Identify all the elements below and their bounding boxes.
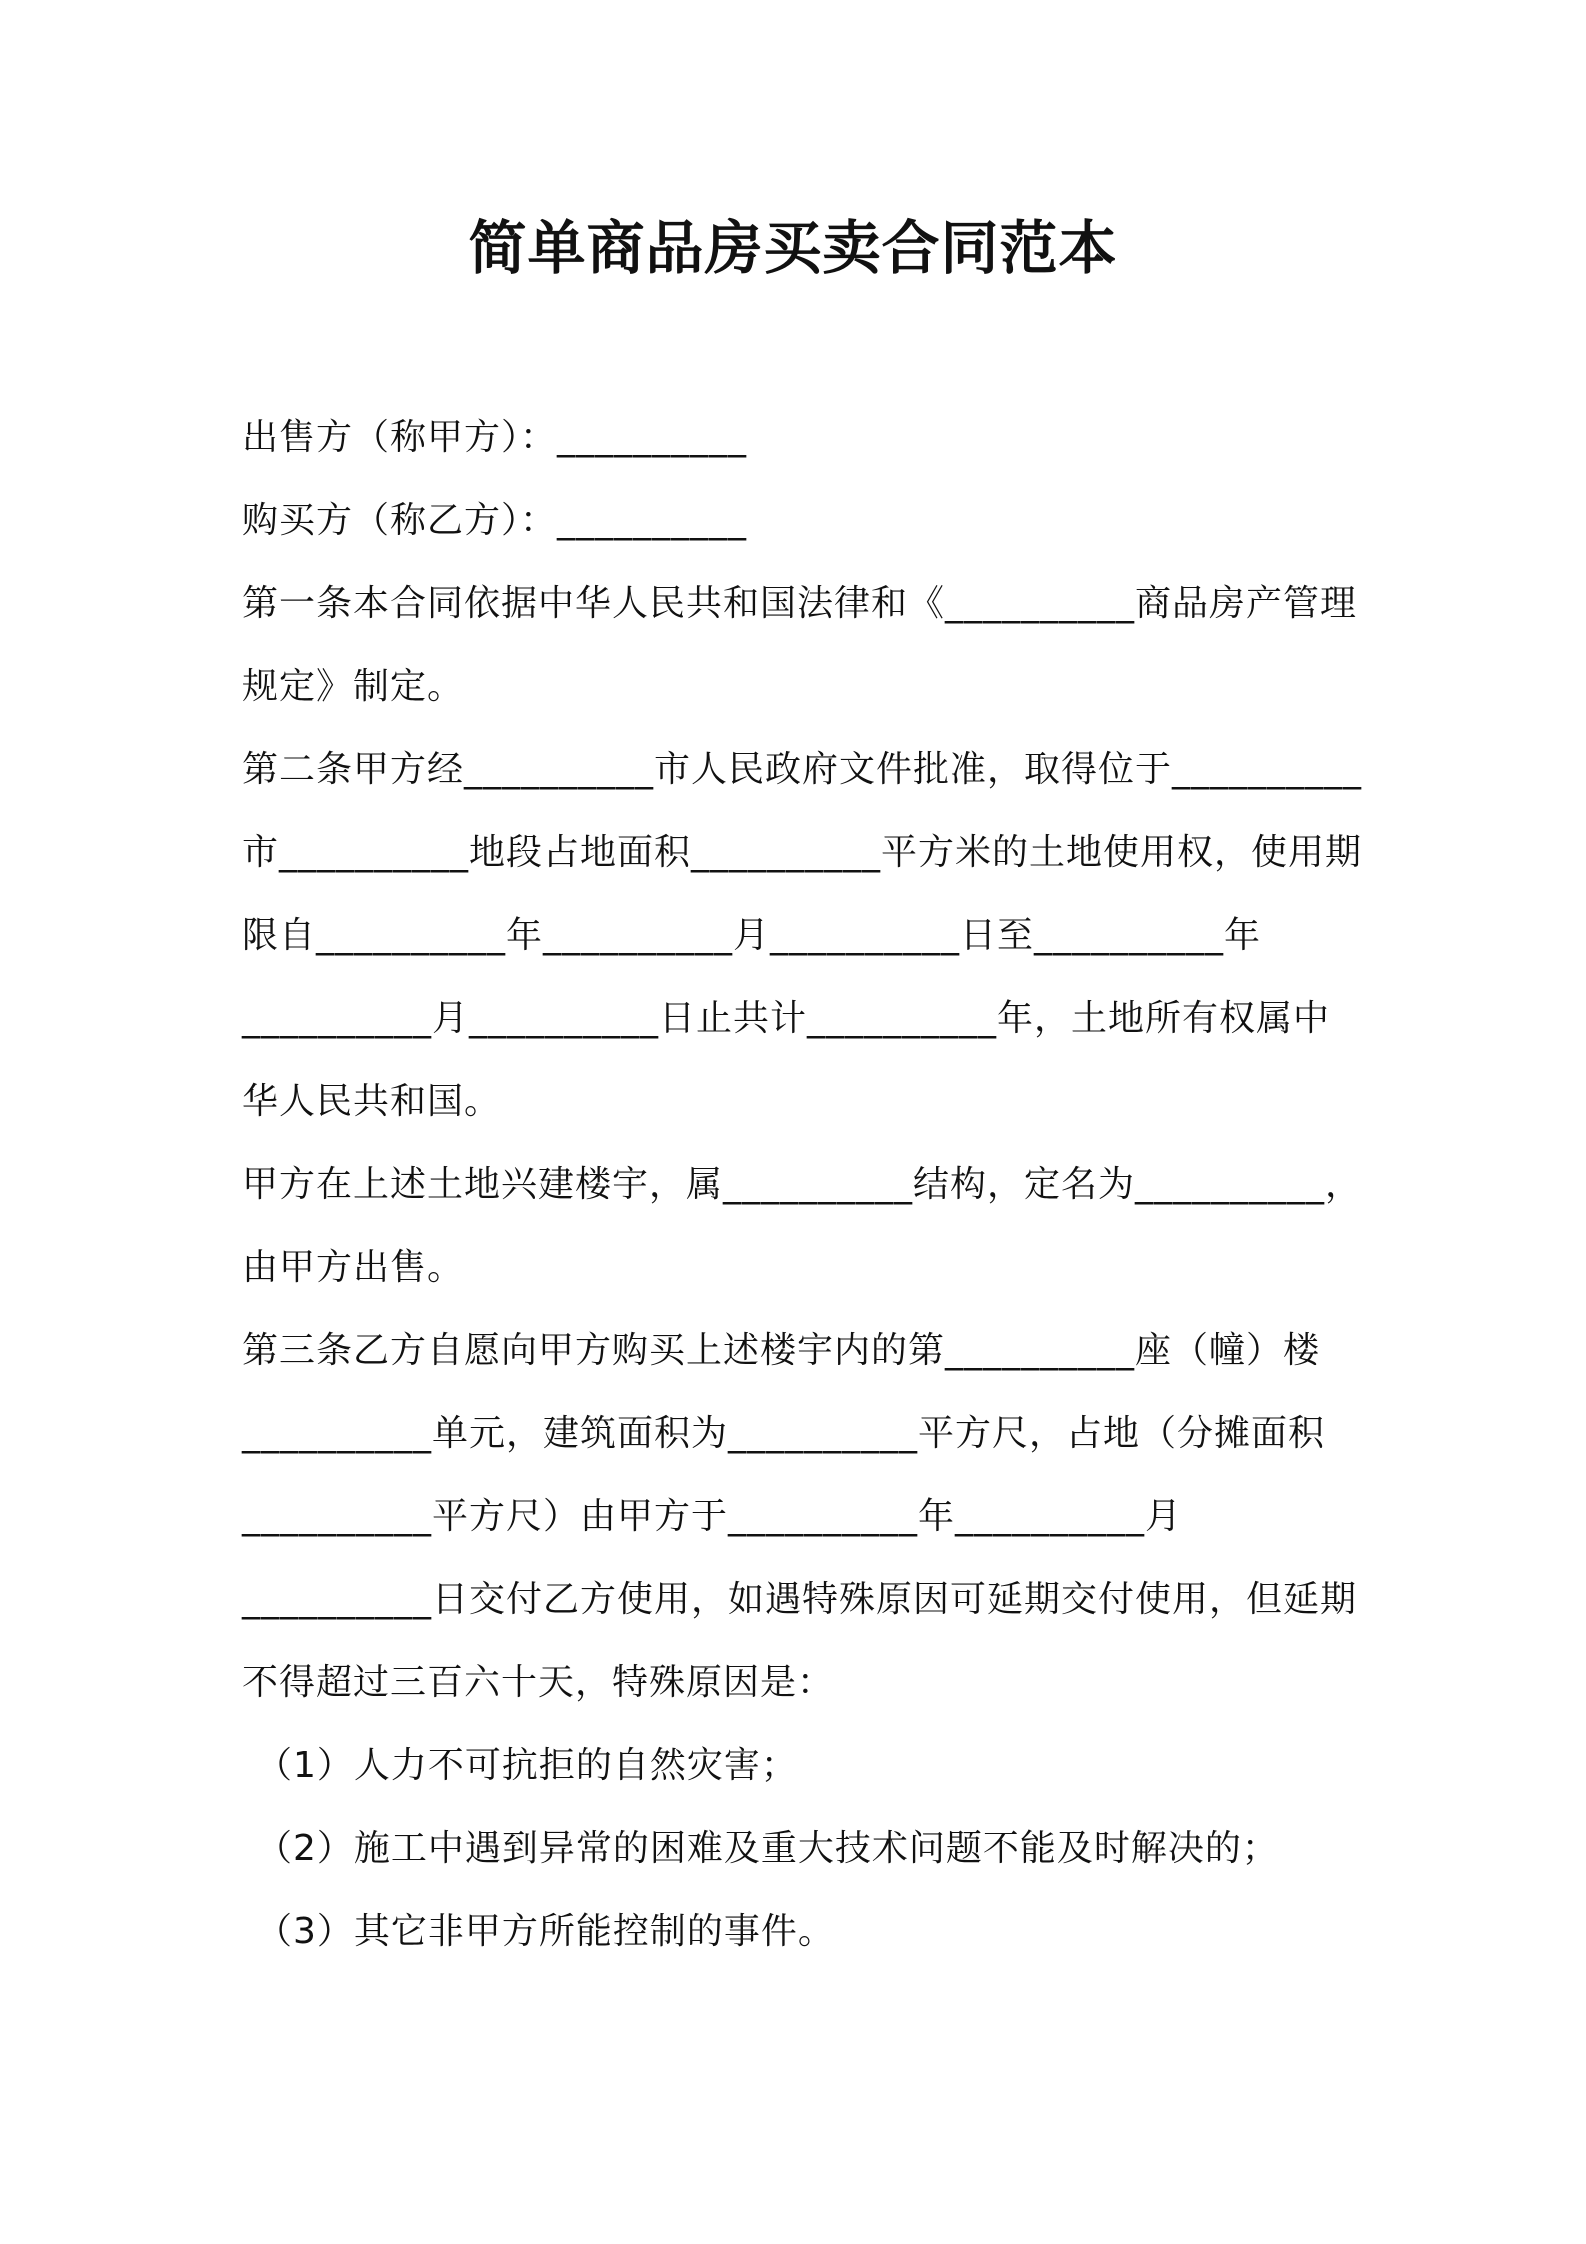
- article-2-line-5: 华人民共和国。: [242, 1081, 502, 1122]
- article-2-line-3: 限自__________年__________月__________日至__________年: [242, 915, 1262, 956]
- special-reason-2: （2）施工中遇到异常的困难及重大技术问题不能及时解决的；: [256, 1828, 1279, 1869]
- document-title: 简单商品房买卖合同范本: [468, 214, 1118, 282]
- seller-line: 出售方（称甲方）：__________: [242, 417, 748, 458]
- article-3-line-5: 不得超过三百六十天，特殊原因是：: [242, 1662, 835, 1703]
- building-line-1: 甲方在上述土地兴建楼宇，属__________结构，定名为__________，: [242, 1164, 1363, 1205]
- article-2-line-4: __________月__________日止共计__________年，土地所有权属中: [242, 998, 1331, 1039]
- special-reason-1: （1）人力不可抗拒的自然灾害；: [256, 1745, 798, 1786]
- article-3-line-4: __________日交付乙方使用，如遇特殊原因可延期交付使用，但延期: [242, 1579, 1358, 1620]
- article-1-line-1: 第一条本合同依据中华人民共和国法律和《__________商品房产管理: [242, 583, 1358, 624]
- special-reason-3: （3）其它非甲方所能控制的事件。: [256, 1911, 835, 1952]
- buyer-line: 购买方（称乙方）：__________: [242, 500, 748, 541]
- building-line-2: 由甲方出售。: [242, 1247, 465, 1288]
- article-2-line-2: 市__________地段占地面积__________平方米的土地使用权，使用期: [242, 832, 1363, 873]
- document-body: [242, 396, 1362, 1973]
- article-3-line-2: __________单元，建筑面积为__________平方尺，占地（分摊面积: [242, 1413, 1326, 1454]
- article-3-line-3: __________平方尺）由甲方于__________年__________月: [242, 1496, 1183, 1537]
- article-1-line-2: 规定》制定。: [242, 666, 465, 707]
- article-2-line-1: 第二条甲方经__________市人民政府文件批准，取得位于__________: [242, 749, 1363, 790]
- article-3-line-1: 第三条乙方自愿向甲方购买上述楼宇内的第__________座（幢）楼: [242, 1330, 1321, 1371]
